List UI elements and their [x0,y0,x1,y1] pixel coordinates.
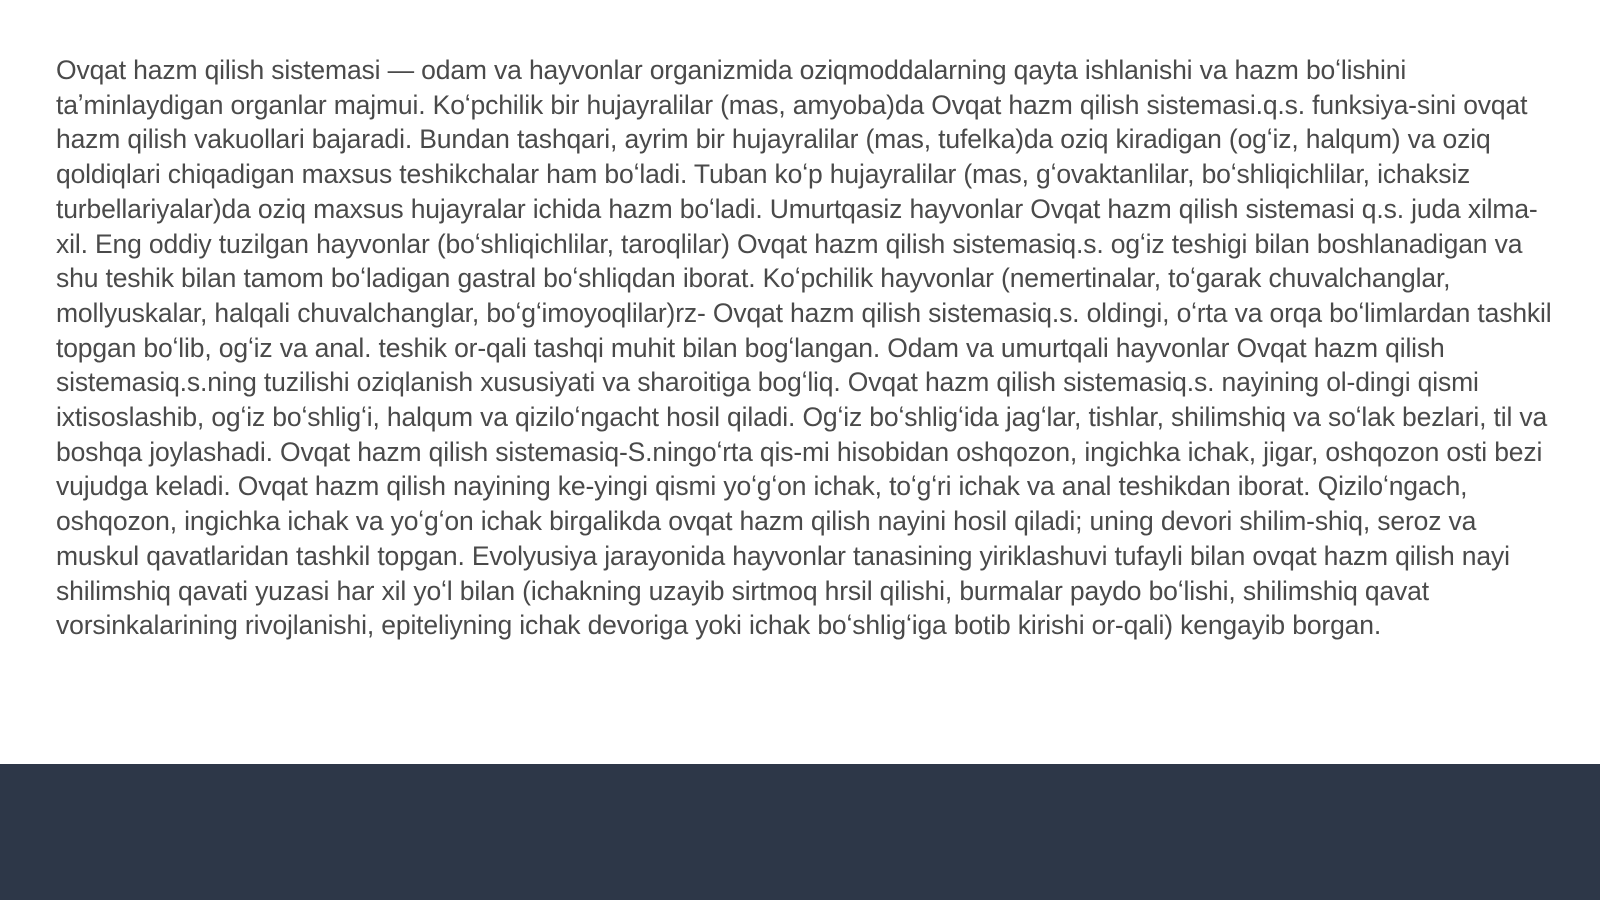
footer-band [0,764,1600,900]
body-paragraph: Ovqat hazm qilish sistemasi — odam va hayvonlar organizmida oziqmoddalarning qayta ishlanishi va hazm boʻlishini taʼminlaydigan organlar majmui. Koʻpchilik bir hujayralilar (mas, amyoba)da Ovqat hazm qilish sistemasi.q.s. funksiya-sini ovqat hazm qilish vakuollari bajaradi. Bundan tashqari, ayrim bir hujayralilar (mas, tufelka)da oziq kiradigan (ogʻiz, halqum) va oziq qoldiqlari chiqadigan maxsus teshikchalar ham boʻladi. Tuban koʻp hujayralilar (mas, gʻovaktanlilar, boʻshliqichlilar, ichaksiz turbellariyalar)da oziq maxsus hujayralar ichida hazm boʻladi. Umurtqasiz hayvonlar Ovqat hazm qilish sistemasi q.s. juda xilma-xil. Eng oddiy tuzilgan hayvonlar (boʻshliqichlilar, taroqlilar) Ovqat hazm qilish sistemasiq.s. ogʻiz teshigi bilan boshlanadigan va shu teshik bilan tamom boʻladigan gastral boʻshliqdan iborat. Koʻpchilik hayvonlar (nemertinalar, toʻgarak chuvalchanglar, mollyuskalar, halqali chuvalchanglar, boʻgʻimoyoqlilar)rz- Ovqat hazm qilish sistemasiq.s. oldingi, oʻrta va orqa boʻlimlardan tashkil topgan boʻlib, ogʻiz va anal. teshik or-qali tashqi muhit bilan bogʻlangan. Odam va umurtqali hayvonlar Ovqat hazm qilish sistemasiq.s.ning tuzilishi oziqlanish xususiyati va sharoitiga bogʻliq. Ovqat hazm qilish sistemasiq.s. nayining ol-dingi qismi ixtisoslashib, ogʻiz boʻshligʻi, halqum va qiziloʻngacht hosil qiladi. Ogʻiz boʻshligʻida jagʻlar, tishlar, shilimshiq va soʻlak bezlari, til va boshqa joylashadi. Ovqat hazm qilish sistemasiq-S.ningoʻrta qis-mi hisobidan oshqozon, ingichka ichak, jigar, oshqozon osti bezi vujudga keladi. Ovqat hazm qilish nayining ke-yingi qismi yoʻgʻon ichak, toʻgʻri ichak va anal teshikdan iborat. Qiziloʻngach, oshqozon, ingichka ichak va yoʻgʻon ichak birgalikda ovqat hazm qilish nayini hosil qiladi; uning devori shilim-shiq, seroz va muskul qavatlaridan tashkil topgan. Evolyusiya jarayonida hayvonlar tanasining yiriklashuvi tufayli bilan ovqat hazm qilish nayi shilimshiq qavati yuzasi har xil yoʻl bilan (ichakning uzayib sirtmoq hrsil qilishi, burmalar paydo boʻlishi, shilimshiq qavat vorsinkalarining rivojlanishi, epiteliyning ichak devoriga yoki ichak boʻshligʻiga botib kirishi or-qali) kengayib borgan. [56,55,1552,641]
